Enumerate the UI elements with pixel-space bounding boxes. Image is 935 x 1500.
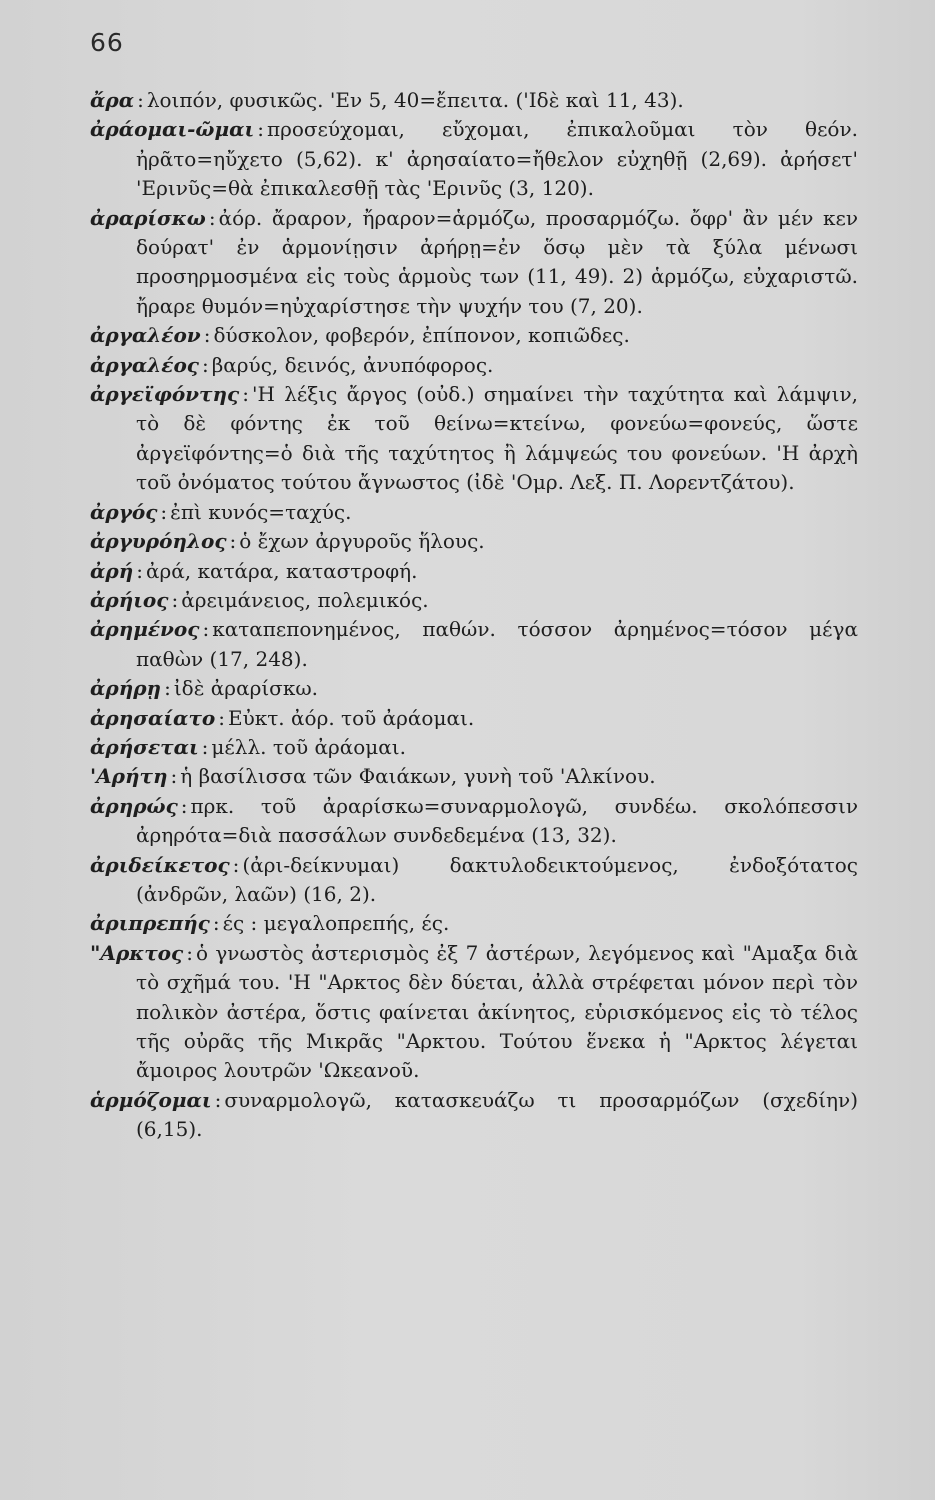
definition: (ἀρι-δείκνυμαι) δακτυλοδεικτούμενος, ἐνδοξότατος (ἀνδρῶν, λαῶν) (16, 2). <box>136 852 858 906</box>
dictionary-entry: ἀράομαι-ῶμαι : προσεύχομαι, εὔχομαι, ἐπικαλοῦμαι τὸν θεόν. ἠρᾶτο=ηὔχετο (5,62). κ' ἀρησαίατο=ἤθελον εὐχηθῇ (2,69). ἀρήσετ' 'Ερινῦς=θὰ ἐπικαλεσθῇ τὰς 'Ερινῦς (3, 120). <box>90 117 858 201</box>
definition: ἡ βασίλισσα τῶν Φαιάκων, γυνὴ τοῦ 'Αλκίνου. <box>180 764 656 789</box>
definition: ἀρειμάνειος, πολεμικός. <box>181 587 429 612</box>
headword: ἀρήσεται <box>90 734 199 759</box>
dictionary-entry: ἀργεϊφόντης : 'Η λέξις ἄργος (οὐδ.) σημαίνει τὴν ταχύτητα καὶ λάμψιν, τὸ δὲ φόντης ἐκ τοῦ θείνω=κτείνω, φονεύω=φονεύς, ὥστε ἀργεϊφόντης=ὁ διὰ τῆς ταχύτητος ἢ λάμψεώς του φονεύων. 'Η ἀρχὴ τοῦ ὀνόματος τούτου ἄγνωστος (ἰδὲ 'Ομρ. Λεξ. Π. Λορεντζάτου). <box>90 382 858 495</box>
definition: λοιπόν, φυσικῶς. 'Εν 5, 40=ἔπειτα. ('Ιδὲ καὶ 11, 43). <box>146 88 684 112</box>
dictionary-entry: ἀργός : ἐπὶ κυνός=ταχύς. <box>90 499 352 524</box>
headword: ἀράομαι-ῶμαι <box>90 117 255 142</box>
definition: ές : μεγαλοπρεπής, ές. <box>222 911 450 936</box>
headword: ἀργαλέος <box>90 352 199 377</box>
dictionary-entry: ἀργυρόηλος : ὁ ἔχων ἀργυροῦς ἥλους. <box>90 529 485 554</box>
definition: προσεύχομαι, εὔχομαι, ἐπικαλοῦμαι τὸν θεόν. ἠρᾶτο=ηὔχετο (5,62). κ' ἀρησαίατο=ἤθελον εὐχηθῇ (2,69). ἀρήσετ' 'Ερινῦς=θὰ ἐπικαλεσθῇ τὰς 'Ερινῦς (3, 120). <box>136 117 858 201</box>
headword: ἀργαλέον <box>90 323 201 348</box>
headword: ἀργυρόηλος <box>90 529 227 554</box>
definition: ὁ γνωστὸς ἀστερισμὸς ἐξ 7 ἀστέρων, λεγόμενος καὶ "Αμαξα διὰ τὸ σχῆμά του. 'Η "Αρκτος δὲν δύεται, ἀλλὰ στρέφεται μόνον περὶ τὸν πολικὸν ἀστέρα, ὅστις φαίνεται ἀκίνητος, εὑρισκόμενος εἰς τὸ τέλος τῆς οὐρᾶς τῆς Μικρᾶς "Αρκτου. Τούτου ἕνεκα ἡ "Αρκτος λέγεται ἄμοιρος λουτρῶν 'Ωκεανοῦ. <box>136 940 858 1083</box>
dictionary-entry: ἄρα : λοιπόν, φυσικῶς. 'Εν 5, 40=ἔπειτα. ('Ιδὲ καὶ 11, 43). <box>90 88 684 112</box>
headword: ἀρηρώς <box>90 793 178 818</box>
definition: μέλλ. τοῦ ἀράομαι. <box>211 734 406 759</box>
dictionary-entry: "Αρκτος : ὁ γνωστὸς ἀστερισμὸς ἐξ 7 ἀστέρων, λεγόμενος καὶ "Αμαξα διὰ τὸ σχῆμά του. 'Η "Αρκτος δὲν δύεται, ἀλλὰ στρέφεται μόνον περὶ τὸν πολικὸν ἀστέρα, ὅστις φαίνεται ἀκίνητος, εὑρισκόμενος εἰς τὸ τέλος τῆς οὐρᾶς τῆς Μικρᾶς "Αρκτου. Τούτου ἕνεκα ἡ "Αρκτος λέγεται ἄμοιρος λουτρῶν 'Ωκεανοῦ. <box>90 940 858 1083</box>
headword: ἀραρίσκω <box>90 205 206 230</box>
headword: ἀργός <box>90 499 158 524</box>
headword: ἀριδείκετος <box>90 852 230 877</box>
headword: ἀρήρῃ <box>90 676 162 701</box>
headword: ἁρμόζομαι <box>90 1087 212 1112</box>
definition: πρκ. τοῦ ἀραρίσκω=συναρμολογῶ, συνδέω. σκολόπεσσιν ἀρηρότα=διὰ πασσάλων συνδεδεμένα (13, 32). <box>136 793 858 848</box>
dictionary-entry: ἀρηρώς : πρκ. τοῦ ἀραρίσκω=συναρμολογῶ, συνδέω. σκολόπεσσιν ἀρηρότα=διὰ πασσάλων συνδεδεμένα (13, 32). <box>90 793 858 848</box>
dictionary-entry: ἀργαλέον : δύσκολον, φοβερόν, ἐπίπονον, κοπιῶδες. <box>90 323 630 348</box>
dictionary-entry: ἀρησαίατο : Εὐκτ. ἀόρ. τοῦ ἀράομαι. <box>90 705 475 730</box>
definition: ὁ ἔχων ἀργυροῦς ἥλους. <box>239 529 485 554</box>
dictionary-entry: ἀρήιος : ἀρειμάνειος, πολεμικός. <box>90 587 429 612</box>
dictionary-entry: ἀριδείκετος : (ἀρι-δείκνυμαι) δακτυλοδεικτούμενος, ἐνδοξότατος (ἀνδρῶν, λαῶν) (16, 2). <box>90 852 858 906</box>
headword: "Αρκτος <box>90 940 184 965</box>
dictionary-entry: ἀργαλέος : βαρύς, δεινός, ἀνυπόφορος. <box>90 352 494 377</box>
headword: ἀρησαίατο <box>90 705 216 730</box>
headword: 'Αρήτη <box>90 764 168 789</box>
dictionary-entry: 'Αρήτη : ἡ βασίλισσα τῶν Φαιάκων, γυνὴ τοῦ 'Αλκίνου. <box>90 764 656 789</box>
dictionary-entries <box>90 86 858 1145</box>
headword: ἀρημένος <box>90 617 200 642</box>
definition: 'Η λέξις ἄργος (οὐδ.) σημαίνει τὴν ταχύτητα καὶ λάμψιν, τὸ δὲ φόντης ἐκ τοῦ θείνω=κτείνω, φονεύω=φονεύς, ὥστε ἀργεϊφόντης=ὁ διὰ τῆς ταχύτητος ἢ λάμψεώς του φονεύων. 'Η ἀρχὴ τοῦ ὀνόματος τούτου ἄγνωστος (ἰδὲ 'Ομρ. Λεξ. Π. Λορεντζάτου). <box>136 382 858 495</box>
dictionary-entry: ἀριπρεπής : ές : μεγαλοπρεπής, ές. <box>90 911 450 936</box>
dictionary-entry: ἀρημένος : καταπεπονημένος, παθών. τόσσον ἀρημένος=τόσον μέγα παθὼν (17, 248). <box>90 617 858 671</box>
headword: ἀρήιος <box>90 587 169 612</box>
definition: ἀρά, κατάρα, καταστροφή. <box>145 558 418 583</box>
definition: βαρύς, δεινός, ἀνυπόφορος. <box>211 352 494 377</box>
definition: καταπεπονημένος, παθών. τόσσον ἀρημένος=τόσον μέγα παθὼν (17, 248). <box>136 617 858 671</box>
dictionary-entry: ἀρήρῃ : ἰδὲ ἀραρίσκω. <box>90 676 318 701</box>
definition: συναρμολογῶ, κατασκευάζω τι προσαρμόζων (σχεδίην) (6,15). <box>136 1087 858 1142</box>
definition: Εὐκτ. ἀόρ. τοῦ ἀράομαι. <box>227 705 475 730</box>
definition: ἐπὶ κυνός=ταχύς. <box>170 499 352 524</box>
definition: δύσκολον, φοβερόν, ἐπίπονον, κοπιῶδες. <box>213 323 630 348</box>
headword: ἀργεϊφόντης <box>90 382 240 407</box>
page-number: 66 <box>90 28 124 57</box>
dictionary-entry: ἁρμόζομαι : συναρμολογῶ, κατασκευάζω τι προσαρμόζων (σχεδίην) (6,15). <box>90 1087 858 1142</box>
headword: ἀριπρεπής <box>90 911 210 936</box>
headword: ἄρα <box>90 88 135 112</box>
dictionary-entry: ἀρήσεται : μέλλ. τοῦ ἀράομαι. <box>90 734 406 759</box>
definition: ἰδὲ ἀραρίσκω. <box>173 676 318 701</box>
definition: ἀόρ. ἄραρον, ἤραρον=ἁρμόζω, προσαρμόζω. ὄφρ' ἂν μέν κεν δούρατ' ἐν ἁρμονίῃσιν ἀρήρῃ=ἐν ὅσῳ μὲν τὰ ξύλα μένωσι προσηρμοσμένα εἰς τοὺς ἁρμοὺς των (11, 49). 2) ἁρμόζω, εὐχαριστῶ. ἤραρε θυμόν=ηὐχαρίστησε τὴν ψυχήν του (7, 20). <box>136 205 858 318</box>
bleed-through-text <box>855 80 935 1460</box>
dictionary-entry: ἀρή : ἀρά, κατάρα, καταστροφή. <box>90 558 418 583</box>
dictionary-entry: ἀραρίσκω : ἀόρ. ἄραρον, ἤραρον=ἁρμόζω, προσαρμόζω. ὄφρ' ἂν μέν κεν δούρατ' ἐν ἁρμονίῃσιν ἀρήρῃ=ἐν ὅσῳ μὲν τὰ ξύλα μένωσι προσηρμοσμένα εἰς τοὺς ἁρμοὺς των (11, 49). 2) ἁρμόζω, εὐχαριστῶ. ἤραρε θυμόν=ηὐχαρίστησε τὴν ψυχήν του (7, 20). <box>90 205 858 318</box>
headword: ἀρή <box>90 558 134 583</box>
